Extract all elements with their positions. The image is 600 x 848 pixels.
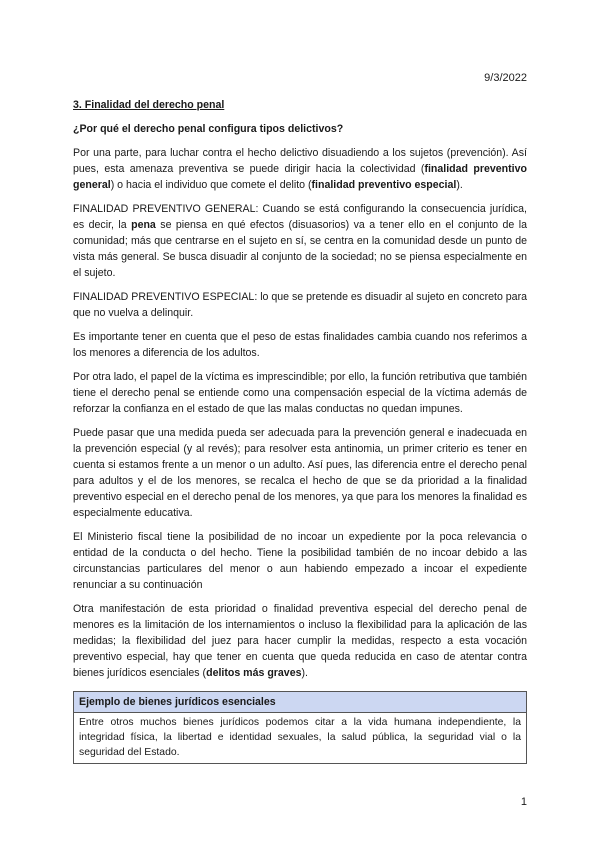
document-body [73, 97, 527, 764]
paragraph-text: ). [456, 179, 463, 191]
example-box [73, 691, 527, 764]
paragraph-minors: Es importante tener en cuenta que el peso de estas finalidades cambia cuando nos referimos a los menores a diferencia de los adultos. [73, 331, 527, 359]
bold-term-special: finalidad preventivo especial [311, 179, 457, 191]
bold-term-general: finalidad preventivo general [73, 163, 527, 191]
paragraph-text: ). [301, 667, 308, 679]
paragraph-special-prevention: FINALIDAD PREVENTIVO ESPECIAL: lo que se pretende es disuadir al sujeto en concreto para que no vuelva a delinquir. [73, 291, 527, 319]
paragraph-fiscal: El Ministerio fiscal tiene la posibilidad de no incoar un expediente por la poca relevancia o entidad de la conducta o del hecho. Tiene la posibilidad también de no incoar debido a las circunstancias particulares del menor o aun habiendo empezado a incoar el expediente renunciar a su continuación [73, 531, 527, 591]
paragraph-antinomy: Puede pasar que una medida pueda ser adecuada para la prevención general e inadecuada en la prevención especial (y al revés); para resolver esta antinomia, un primer criterio es tener en cuenta si estamos frente a un menor o un adulto. Así pues, las diferencia entre el derecho penal para adultos y el de los menores, se recalca el hecho de que se da prioridad a la finalidad preventivo especial en el derecho penal de los menores, ya que para los menores la finalidad es especialmente educativa. [73, 427, 527, 519]
paragraph-text: Otra manifestación de esta prioridad o finalidad preventiva especial del derecho penal de menores es la limitación de los internamientos o incluso la flexibilidad para la aplicación de las medidas; la flexibilidad del juez para hacer cumplir la medidas, respecto a esta vocación preventivo especial, hay que tener en cuenta que queda reducida en caso de atentar contra bienes jurídicos esenciales ( [73, 603, 527, 679]
paragraph-internments [73, 601, 527, 681]
page-number: 1 [520, 796, 527, 808]
document-date: 9/3/2022 [484, 72, 527, 84]
paragraph-text: FINALIDAD PREVENTIVO GENERAL: Cuando se está configurando la consecuencia jurídica, es decir, la [73, 203, 527, 231]
paragraph-text: Por una parte, para luchar contra el hecho delictivo disuadiendo a los sujetos (prevención). Así pues, esta amenaza preventiva se puede dirigir hacia la colectividad ( [73, 147, 527, 175]
paragraph-prevention [73, 145, 527, 193]
example-box-body: Entre otros muchos bienes jurídicos podemos citar a la vida humana independiente, la integridad física, la libertad e identidad sexuales, la salud pública, la seguridad vial o la seguridad del Estado. [79, 717, 521, 758]
section-title: 3. Finalidad del derecho penal [73, 99, 225, 111]
example-box-title: Ejemplo de bienes jurídicos esenciales [74, 692, 526, 713]
paragraph-victim: Por otra lado, el papel de la víctima es imprescindible; por ello, la función retributiva que también tiene el derecho penal se entiende como una compensación especial de la víctima además de reforzar la confianza en el estado de que las malas conductas no quedan impunes. [73, 371, 527, 415]
paragraph-general-prevention [73, 201, 527, 281]
bold-term-serious-crimes: delitos más graves [206, 667, 302, 679]
section-question: ¿Por qué el derecho penal configura tipos delictivos? [73, 123, 344, 135]
bold-term-pena: pena [131, 219, 156, 231]
paragraph-text: ) o hacia el individuo que comete el delito ( [110, 179, 312, 191]
paragraph-text: se piensa en qué efectos (disuasorios) va a tener ello en el conjunto de la comunidad; más que centrarse en el sujeto en sí, se centra en la comunidad desde un punto de vista más general. Se busca disuadir al conjunto de la sociedad; no se piensa especialmente en el sujeto. [73, 219, 527, 279]
